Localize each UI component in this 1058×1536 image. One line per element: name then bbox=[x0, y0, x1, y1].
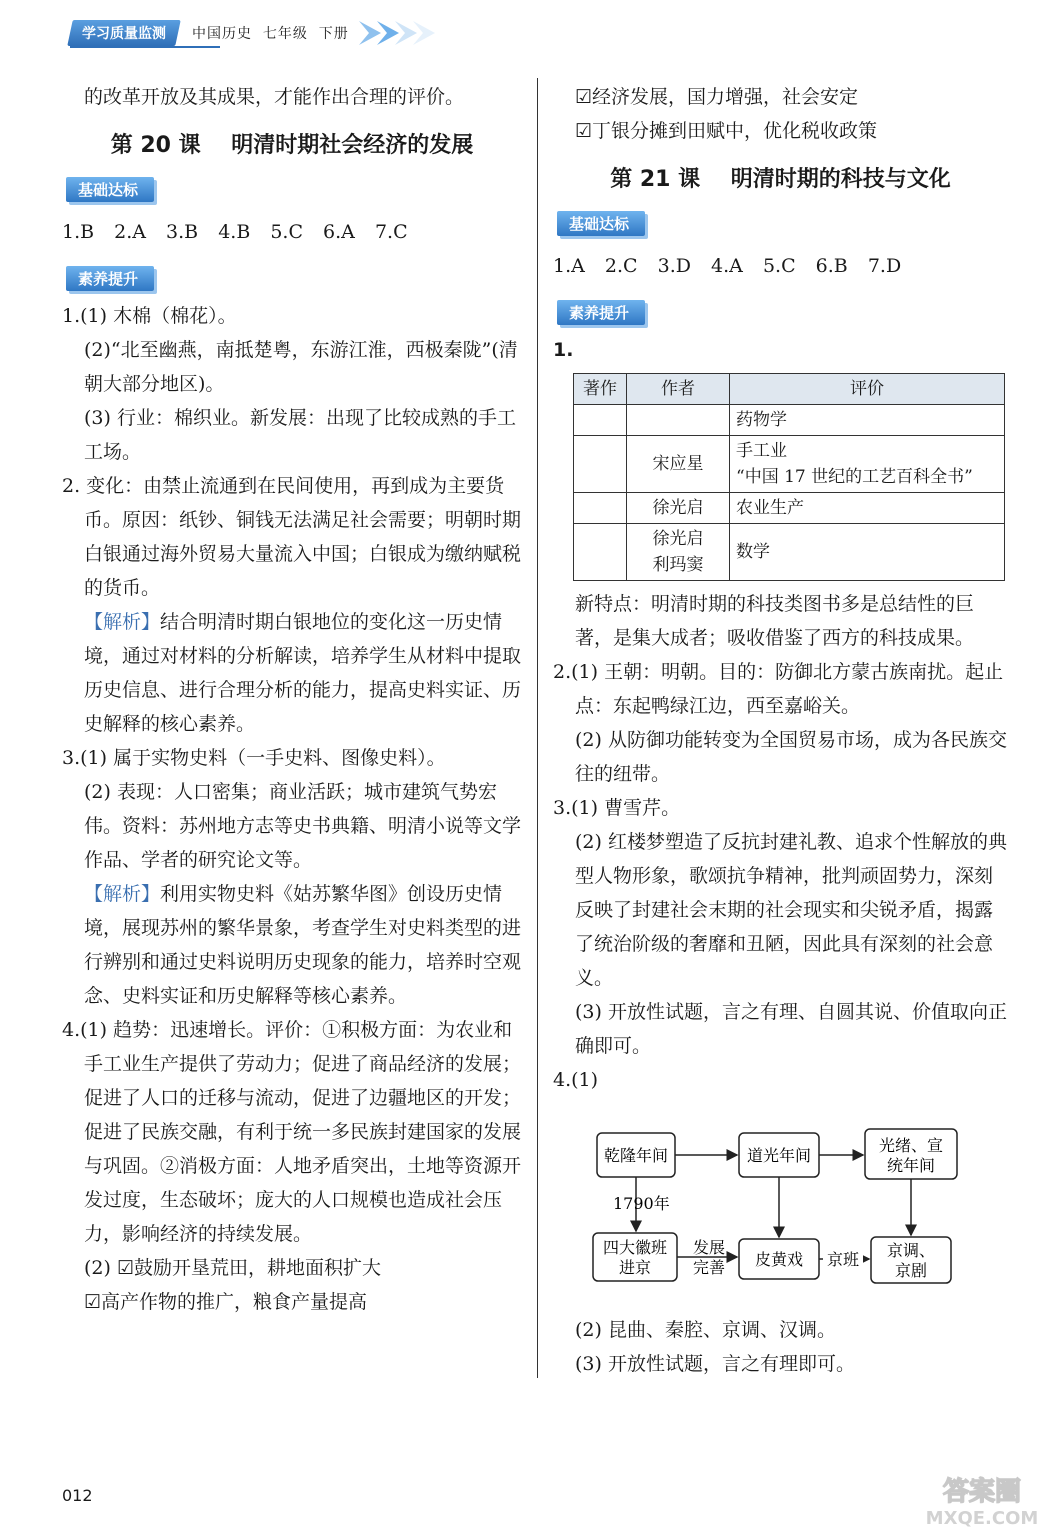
lesson-20-title: 第 20 课 明清时期社会经济的发展 bbox=[110, 133, 474, 158]
box-label: 皮黄戏 bbox=[754, 1250, 804, 1269]
table-row bbox=[574, 524, 1005, 581]
lesson-21-title: 第 21 课 明清时期的科技与文化 bbox=[610, 167, 951, 192]
cell-line: 徐光启 bbox=[652, 529, 704, 549]
mc-answer: 1.A bbox=[553, 255, 585, 277]
table-cell bbox=[627, 405, 730, 436]
right-top-line-1: ☑经济发展，国力增强，社会安定 bbox=[575, 86, 859, 108]
mc-answers-right bbox=[553, 248, 1008, 284]
section-advanced-badge: 素养提升 bbox=[66, 266, 154, 291]
table-cell: 农业生产 bbox=[730, 493, 1005, 524]
year-label: 1790年 bbox=[613, 1194, 670, 1213]
table-header: 著作 bbox=[574, 374, 627, 405]
box-label: 四大徽班 bbox=[602, 1238, 668, 1257]
cell-line: 手工业 bbox=[736, 441, 787, 461]
page-number: 012 bbox=[62, 1486, 93, 1505]
jingban-label: 京班 bbox=[826, 1250, 860, 1269]
q2-answer: 2. 变化：由禁止流通到在民间使用，再到成为主要货币。原因：纸钞、铜钱无法满足社会需要；明朝时期白银通过海外贸易大量流入中国；白银成为缴纳赋税的货币。 bbox=[62, 475, 522, 599]
table-cell: 数学 bbox=[730, 524, 1005, 581]
analysis-text: 结合明清时期白银地位的变化这一历史情境，通过对材料的分析解读，培养学生从材料中提取历史信息、进行合理分析的能力，提高史料实证、历史解释的核心素养。 bbox=[84, 611, 522, 735]
page-header bbox=[70, 18, 449, 48]
q4-part1: 4.(1) 趋势：迅速增长。评价：①积极方面：为农业和手工业生产提供了劳动力；促进了商品经济的发展；促进了人口的迁移与流动，促进了边疆地区的开发；促进了民族交融，有利于统一多民族封建国家的发展与巩固。②消极方面：人地矛盾突出，土地等资源开发过度，生态破坏；庞大的人口规模也造成社会压力，影响经济的持续发展。 bbox=[62, 1019, 522, 1245]
box-jingju bbox=[871, 1237, 951, 1283]
mc-answer: 6.A bbox=[323, 221, 355, 243]
mc-answer: 4.A bbox=[711, 255, 743, 277]
table-header-row bbox=[574, 374, 1005, 405]
works-table bbox=[573, 373, 1005, 581]
q1-part1: 1.(1) 木棉（棉花）。 bbox=[62, 305, 237, 327]
mc-answers-left bbox=[62, 214, 522, 250]
q4-part3: (3) 开放性试题，言之有理即可。 bbox=[575, 1353, 855, 1375]
q4-part2: (2) 昆曲、秦腔、京调、汉调。 bbox=[575, 1319, 836, 1341]
mc-answer: 2.C bbox=[604, 255, 638, 277]
header-tag: 学习质量监测 bbox=[67, 20, 181, 46]
q4-part2: (2) ☑鼓励开垦荒田，耕地面积扩大 bbox=[84, 1257, 381, 1279]
q2-analysis bbox=[62, 605, 522, 741]
box-label: 道光年间 bbox=[746, 1146, 812, 1165]
watermark-bottom: MXQE.COM bbox=[925, 1508, 1039, 1529]
q1-part3: (3) 行业：棉织业。新发展：出现了比较成熟的手工工场。 bbox=[84, 407, 516, 463]
q2-part1: 2.(1) 王朝：明朝。目的：防御北方蒙古族南扰。起止点：东起鸭绿江边，西至嘉峪关。 bbox=[553, 661, 1004, 717]
opera-flow-diagram bbox=[553, 1105, 1008, 1305]
mc-answer: 5.C bbox=[270, 221, 303, 243]
section-basic-badge: 基础达标 bbox=[66, 177, 154, 202]
q3-analysis bbox=[62, 877, 522, 1013]
cell-line: 利玛窦 bbox=[652, 555, 704, 575]
header-subtitle: 中国历史 七年级 下册 bbox=[192, 26, 349, 42]
table-row bbox=[574, 436, 1005, 493]
table-cell bbox=[574, 436, 627, 493]
q1-label: 1. bbox=[553, 339, 574, 361]
table-cell: 宋应星 bbox=[627, 436, 730, 493]
q3-part3: (3) 开放性试题，言之有理、自圆其说、价值取向正确即可。 bbox=[575, 1001, 1007, 1057]
q2-part2: (2) 从防御功能转变为全国贸易市场，成为各民族交往的纽带。 bbox=[575, 729, 1007, 785]
intro-text: 的改革开放及其成果，才能作出合理的评价。 bbox=[84, 86, 465, 108]
develop-label: 完善 bbox=[692, 1258, 726, 1277]
table-header: 评价 bbox=[730, 374, 1005, 405]
box-label: 京调、 bbox=[886, 1241, 936, 1260]
cell-line: “中国 17 世纪的工艺百科全书” bbox=[736, 467, 973, 487]
mc-answer: 5.C bbox=[762, 255, 796, 277]
box-pihuang bbox=[739, 1239, 819, 1279]
left-column bbox=[62, 80, 522, 1319]
q3-part1: 3.(1) 曹雪芹。 bbox=[553, 797, 681, 819]
column-divider bbox=[537, 78, 538, 1378]
mc-answer: 3.D bbox=[657, 255, 691, 277]
box-four-troupes bbox=[593, 1233, 677, 1281]
analysis-tag: 【解析】 bbox=[84, 611, 161, 633]
header-arrows-icon bbox=[359, 21, 449, 45]
table-cell bbox=[574, 524, 627, 581]
q1-part2: (2)“北至幽燕，南抵楚粤，东游江淮，西极秦陇”(清朝大部分地区)。 bbox=[84, 339, 518, 395]
table-header: 作者 bbox=[627, 374, 730, 405]
q4-part3: ☑高产作物的推广，粮食产量提高 bbox=[84, 1291, 368, 1313]
watermark-logo bbox=[912, 1470, 1052, 1530]
table-cell bbox=[574, 405, 627, 436]
analysis-text: 利用实物史料《姑苏繁华图》创设历史情境，展现苏州的繁华景象，考查学生对史料类型的进行辨别和通过史料说明历史现象的能力，培养时空观念、史料实证和历史解释等核心素养。 bbox=[84, 883, 522, 1007]
table-row bbox=[574, 493, 1005, 524]
mc-answer: 4.B bbox=[218, 221, 251, 243]
mc-answer: 6.B bbox=[815, 255, 848, 277]
table-cell bbox=[627, 524, 730, 581]
table-cell bbox=[574, 493, 627, 524]
box-qianlong bbox=[597, 1133, 675, 1177]
mc-answer: 3.B bbox=[166, 221, 199, 243]
q4-part1-label: 4.(1) bbox=[553, 1069, 599, 1091]
box-daoguang bbox=[739, 1133, 819, 1177]
header-underline bbox=[70, 46, 220, 48]
develop-label: 发展 bbox=[692, 1238, 726, 1257]
box-label: 进京 bbox=[618, 1258, 652, 1277]
table-row bbox=[574, 405, 1005, 436]
table-cell: 药物学 bbox=[730, 405, 1005, 436]
section-advanced-badge: 素养提升 bbox=[557, 300, 645, 325]
q3-part2: (2) 红楼梦塑造了反抗封建礼教、追求个性解放的典型人物形象，歌颂抗争精神，批判顽固势力，深刻反映了封建社会末期的社会现实和尖锐矛盾，揭露了统治阶级的奢靡和丑陋，因此具有深刻的社会意义。 bbox=[575, 831, 1007, 989]
right-top-line-2: ☑丁银分摊到田赋中，优化税收政策 bbox=[575, 120, 878, 142]
right-column bbox=[553, 80, 1008, 1381]
mc-answer: 7.C bbox=[374, 221, 408, 243]
box-label: 光绪、宣 bbox=[878, 1136, 944, 1155]
table-cell: 徐光启 bbox=[627, 493, 730, 524]
q3-part2: (2) 表现：人口密集；商业活跃；城市建筑气势宏伟。资料：苏州地方志等史书典籍、明清小说等文学作品、学者的研究论文等。 bbox=[84, 781, 522, 871]
analysis-tag: 【解析】 bbox=[84, 883, 161, 905]
mc-answer: 7.D bbox=[867, 255, 902, 277]
box-label: 乾隆年间 bbox=[603, 1146, 669, 1165]
table-cell bbox=[730, 436, 1005, 493]
mc-answer: 2.A bbox=[114, 221, 146, 243]
mc-answer: 1.B bbox=[62, 221, 95, 243]
q1-feature: 新特点：明清时期的科技类图书多是总结性的巨著，是集大成者；吸收借鉴了西方的科技成果。 bbox=[575, 593, 975, 649]
box-label: 统年间 bbox=[886, 1156, 936, 1175]
section-basic-badge: 基础达标 bbox=[557, 211, 645, 236]
watermark-top: 答案圈 bbox=[942, 1477, 1022, 1507]
box-label: 京剧 bbox=[894, 1261, 928, 1280]
q3-part1: 3.(1) 属于实物史料（一手史料、图像史料）。 bbox=[62, 747, 446, 769]
box-guangxu bbox=[865, 1129, 957, 1179]
